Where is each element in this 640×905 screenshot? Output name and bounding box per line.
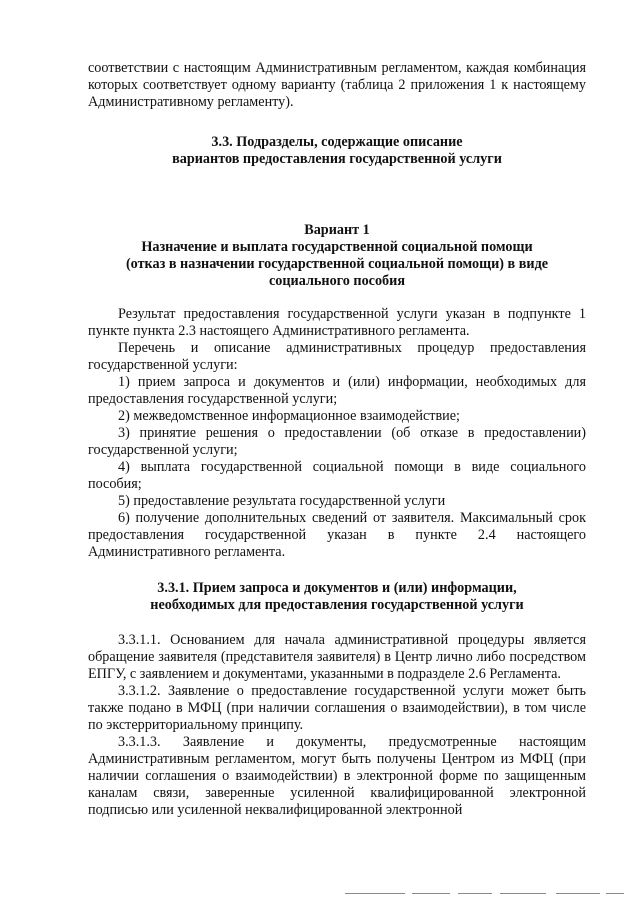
section-3-3-1-heading-line2: необходимых для предоставления государственной услуги <box>150 597 524 613</box>
paragraph-3-3-1-2: 3.3.1.2. Заявление о предоставление государственной услуги может быть также подано в МФЦ (при наличии соглашения о взаимодействии), в том числе по экстерриториальному принципу. <box>88 683 586 733</box>
section-3-3-1-body <box>88 632 586 819</box>
paragraph-3-3-1-3: 3.3.1.3. Заявление и документы, предусмотренные настоящим Административным регламентом, могут быть получены Центром из МФЦ (при наличии соглашения о взаимодействии) в электронной форме по защищенным каналам связи, заверенные усиленной квалифицированной электронной подписью или усиленной неквалифицированной электронной <box>88 734 586 818</box>
variant-title: Вариант 1 <box>304 222 370 238</box>
procedure-item: 2) межведомственное информационное взаимодействие; <box>118 408 460 424</box>
section-3-3-1-heading <box>88 580 586 614</box>
procedure-item: 6) получение дополнительных сведений от заявителя. Максимальный срок предоставления государственной указан в пункте 2.4 настоящего Административного регламента. <box>88 510 586 560</box>
scan-artifact <box>500 893 546 894</box>
procedure-item: 3) принятие решения о предоставлении (об отказе в предоставлении) государственной услуги; <box>88 425 586 458</box>
scan-artifact <box>556 893 600 894</box>
scan-artifact <box>606 893 624 894</box>
procedure-item: 1) прием запроса и документов и (или) информации, необходимых для предоставления государственной услуги; <box>88 374 586 407</box>
section-3-3-heading-line1: 3.3. Подразделы, содержащие описание <box>211 134 463 150</box>
variant-body <box>88 306 586 561</box>
procedures-intro: Перечень и описание административных процедур предоставления государственной услуги: <box>88 340 586 373</box>
scan-artifact <box>345 893 405 894</box>
variant-heading-line2: (отказ в назначении государственной социальной помощи) в виде <box>125 256 549 272</box>
intro-paragraph: соответствии с настоящим Административным регламентом, каждая комбинация которых соответствует одному варианту (таблица 2 приложения 1 к настоящему Административному регламенту). <box>88 60 586 110</box>
section-3-3-heading-line2: вариантов предоставления государственной услуги <box>172 151 502 167</box>
variant-heading-line3: социального пособия <box>268 273 406 289</box>
variant-heading-line1: Назначение и выплата государственной социальной помощи <box>141 239 533 255</box>
scan-artifact <box>412 893 450 894</box>
paragraph-3-3-1-1: 3.3.1.1. Основанием для начала административной процедуры является обращение заявителя (представителя заявителя) в Центр лично либо посредством ЕПГУ, с заявлением и документами, указанными в подразделе 2.6 Регламента. <box>88 632 586 682</box>
variant-heading <box>88 222 586 290</box>
procedure-item: 4) выплата государственной социальной помощи в виде социального пособия; <box>88 459 586 492</box>
scan-artifact <box>458 893 492 894</box>
procedure-item: 5) предоставление результата государственной услуги <box>118 493 446 509</box>
section-3-3-1-heading-line1: 3.3.1. Прием запроса и документов и (или) информации, <box>157 580 517 596</box>
result-paragraph: Результат предоставления государственной услуги указан в подпункте 1 пункте пункта 2.3 настоящего Административного регламента. <box>88 306 586 339</box>
section-3-3-heading <box>88 134 586 168</box>
